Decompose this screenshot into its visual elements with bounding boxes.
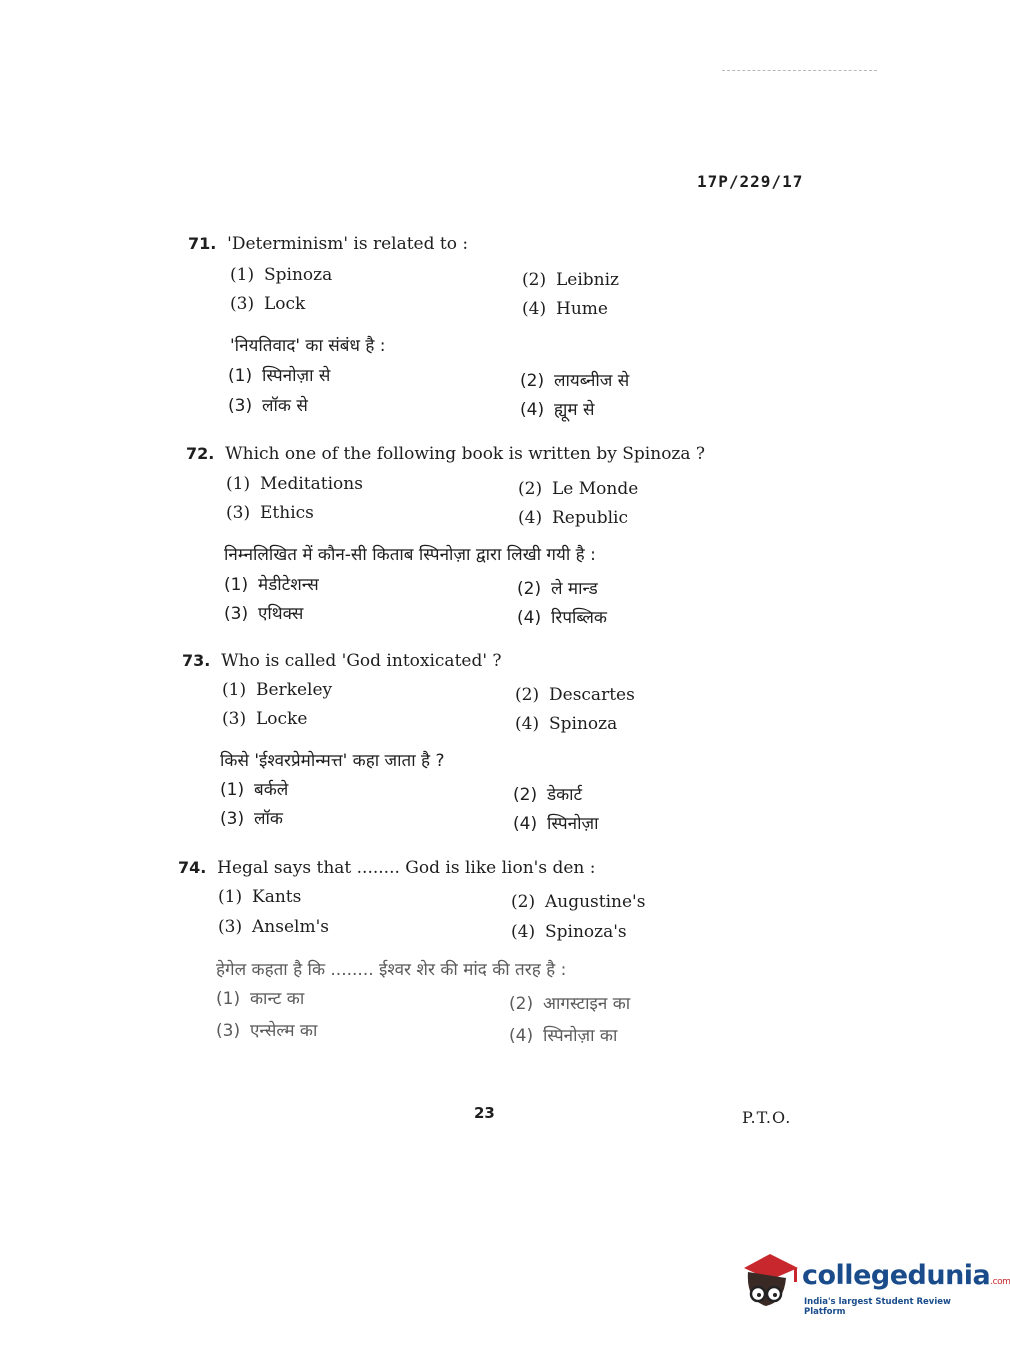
question-number: 72. [186,444,215,463]
option-hi-2: (2) डेकार्ट [513,785,583,805]
logo-tagline: India's largest Student Review Platform [804,1297,951,1317]
option-en-4: (4) Republic [518,508,628,528]
pto-label: P.T.O. [742,1108,792,1127]
option-hi-2: (2) ले मान्ड [517,579,598,599]
question-text-hi: निम्नलिखित में कौन-सी किताब स्पिनोज़ा द्वारा लिखी गयी है : [224,545,596,565]
option-en-3: (3) Lock [230,294,306,314]
option-hi-3: (3) एथिक्स [224,604,304,624]
option-hi-1: (1) बर्कले [220,780,289,800]
option-en-4: (4) Spinoza's [511,922,627,942]
option-hi-4: (4) ह्यूम से [520,400,595,420]
option-hi-3: (3) लॉक [220,809,283,829]
option-hi-4: (4) स्पिनोज़ा [513,814,599,834]
option-en-1: (1) Berkeley [222,680,333,700]
option-en-1: (1) Spinoza [230,265,333,285]
option-en-2: (2) Descartes [515,685,635,705]
option-hi-2: (2) आगस्टाइन का [509,994,631,1014]
scan-mark [722,70,877,74]
option-hi-1: (1) स्पिनोज़ा से [228,366,331,386]
collegedunia-logo [740,1250,1010,1320]
option-en-2: (2) Le Monde [518,479,639,499]
option-en-3: (3) Anselm's [218,917,329,937]
option-hi-4: (4) स्पिनोज़ा का [509,1026,618,1046]
option-en-3: (3) Locke [222,709,308,729]
question-text-en: 72. Which one of the following book is written by Spinoza ? [186,444,706,464]
option-en-1: (1) Kants [218,887,302,907]
option-hi-3: (3) लॉक से [228,396,308,416]
option-hi-3: (3) एन्सेल्म का [216,1021,318,1041]
option-hi-1: (1) कान्ट का [216,989,305,1009]
option-hi-1: (1) मेडीटेशन्स [224,575,319,595]
option-en-4: (4) Spinoza [515,714,618,734]
question-text-en: 74. Hegal says that ........ God is like lion's den : [178,858,596,878]
question-text-hi: 'नियतिवाद' का संबंध है : [230,336,386,356]
option-en-2: (2) Augustine's [511,892,646,912]
question-number: 73. [182,651,211,670]
logo-wordmark: collegedunia.com [802,1260,1010,1291]
option-en-2: (2) Leibniz [522,270,620,290]
question-text-hi: किसे 'ईश्वरप्रेमोन्मत्त' कहा जाता है ? [220,751,445,771]
question-text-en: 73. Who is called 'God intoxicated' ? [182,651,502,671]
question-text-en: 71. 'Determinism' is related to : [188,234,469,254]
option-en-1: (1) Meditations [226,474,363,494]
option-hi-2: (2) लायब्नीज से [520,371,630,391]
question-number: 71. [188,234,217,253]
option-en-3: (3) Ethics [226,503,314,523]
question-text-hi: हेगेल कहता है कि ........ ईश्वर शेर की मांद की तरह है : [216,960,567,980]
option-hi-4: (4) रिपब्लिक [517,608,607,628]
mascot-icon [740,1250,802,1312]
paper-code: 17P/229/17 [697,172,804,191]
option-en-4: (4) Hume [522,299,608,319]
page-number: 23 [474,1104,495,1122]
question-number: 74. [178,858,207,877]
